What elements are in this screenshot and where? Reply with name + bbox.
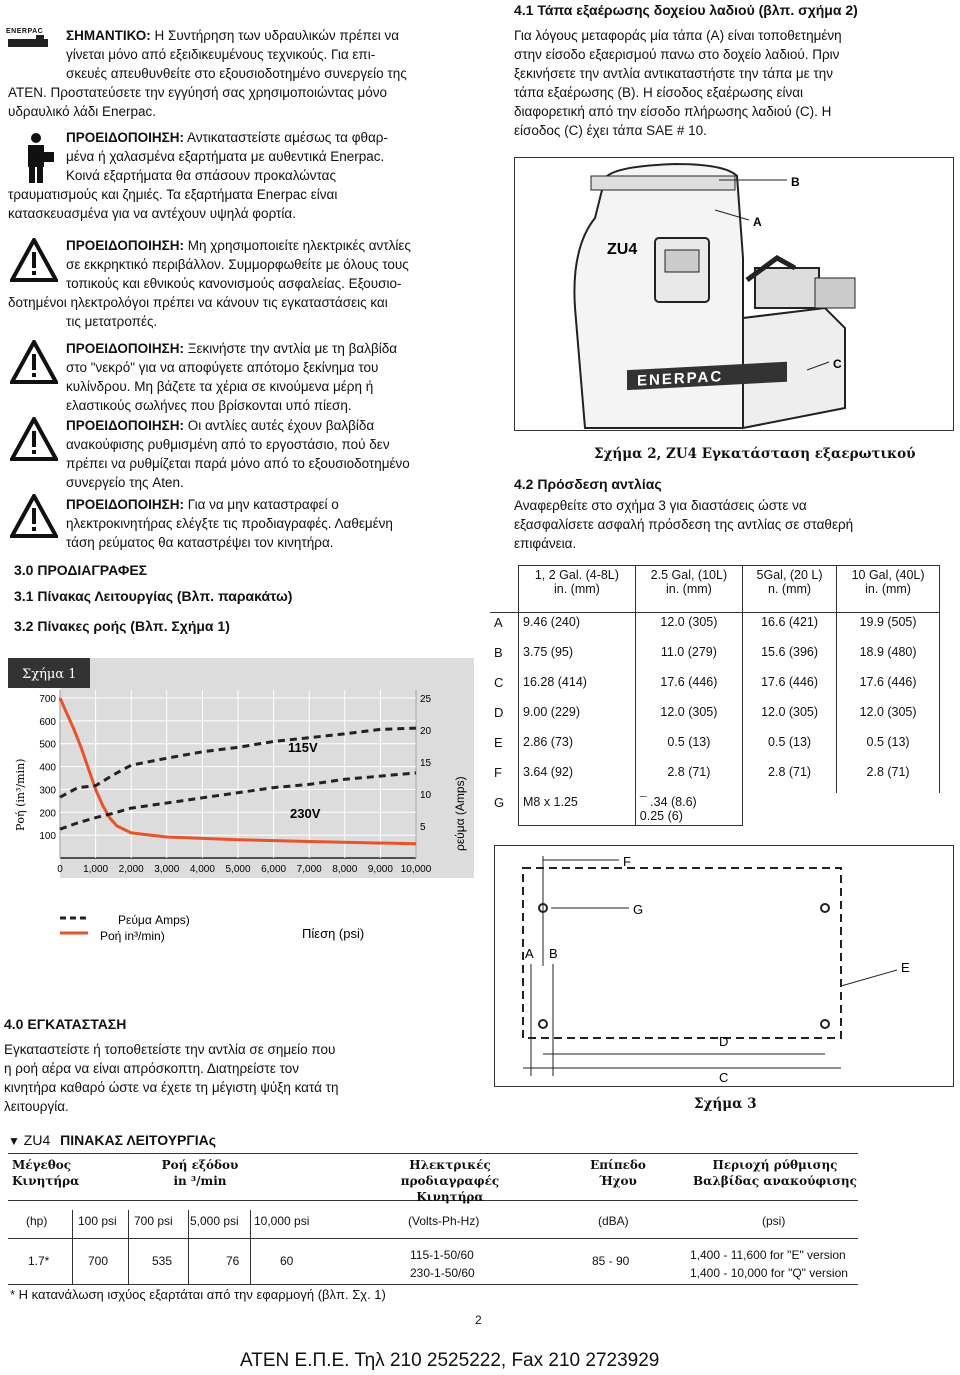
figure-2-caption: Σχήμα 2, ZU4 Εγκατάσταση εξαερωτικού <box>594 446 916 462</box>
val-flow-100: 700 <box>88 1254 109 1268</box>
section-3-2-heading: 3.2 Πίνακες ροής (Βλπ. Σχήμα 1) <box>14 618 230 634</box>
section-4-2-heading: 4.2 Πρόσδεση αντλίας <box>514 476 662 492</box>
dimensions-table: 1, 2 Gal. (4-8L) in. (mm) 2.5 Gal, (10L) in. (mm) 5Gal, (20 L) n. (mm) 10 Gal, (40L) in. (mm) A 9.46 (240) 12.0 (305) 16.6 (421) 19.9 (505) B 3.75 (95) 11.0 (279) 15.6 (396) 18.9 (480) C 16.28 (414) 17.6 (446) 17.6 (446) 17.6 (446) D 9.00 (229) 12.0 (305) 12.0 (305) 12.0 (305) E 2.86 (73) 0.5 (13) 0.5 (13) 0.5 (13) F 3.64 (92) 2.8 (71) 2.8 (71) 2.8 (71) G M8 x 1.25 ¯ .34 (8.6) 0.25 (6) <box>490 565 940 826</box>
y-tick-label: 500 <box>39 739 56 751</box>
pump-drawing <box>515 158 953 430</box>
table-row: B 3.75 (95) 11.0 (279) 15.6 (396) 18.9 (480) <box>490 643 940 673</box>
section-4-0-heading: 4.0 ΕΓΚΑΤΑΣΤΑΣΗ <box>4 1016 127 1032</box>
header-motor-size: Μέγεθος Κινητήρα <box>12 1158 80 1188</box>
x-tick-label: 4,000 <box>189 864 215 875</box>
y-tick-label: 100 <box>39 831 56 843</box>
fig3-label-g: G <box>633 902 644 917</box>
fig3-label-d: D <box>719 1034 729 1049</box>
fig2-label-b: B <box>791 175 800 189</box>
y2-tick-label: 10 <box>420 790 432 801</box>
val-flow-700: 535 <box>152 1254 173 1268</box>
unit-psi: (psi) <box>762 1214 786 1228</box>
y2-tick-label: 25 <box>420 694 432 705</box>
fig3-label-e: E <box>901 960 910 975</box>
enerpac-tank-brand: ENERPAC <box>637 368 724 390</box>
x-tick-label: 9,000 <box>367 864 393 875</box>
x-tick-label: 6,000 <box>261 864 287 875</box>
warning-voltage: ΠΡΟΕΙΔΟΠΟΙΗΣΗ: Για να μην καταστραφεί ο ηλεκτροκινητήρας ελέγξτε τις προδιαγραφές. Λαθεμένη τάση ρεύματος θα καταστρέψει τον κινητήρα. <box>66 497 393 550</box>
figure-1-flow-chart <box>4 656 500 976</box>
val-relief: 1,400 - 11,600 for "E" version 1,400 - 10,000 for "Q" version <box>690 1248 848 1280</box>
header-flow: Ροή εξόδου in ³/min <box>161 1158 239 1188</box>
unit-100psi: 100 psi <box>78 1214 117 1228</box>
y-axis-label: Ροή (in³/min) <box>14 758 27 831</box>
unit-hp: (hp) <box>26 1214 48 1228</box>
annotation-115v: 115V <box>288 740 318 755</box>
table-row: G M8 x 1.25 ¯ .34 (8.6) 0.25 (6) <box>490 793 940 826</box>
y-tick-label: 400 <box>39 762 56 774</box>
section-3-1-heading: 3.1 Πίνακας Λειτουργίας (Βλπ. παρακάτω) <box>14 588 293 604</box>
legend-flow-label: Ροή in³/min) <box>100 929 165 943</box>
figure-3-caption: Σχήμα 3 <box>694 1096 757 1112</box>
x-tick-label: 8,000 <box>332 864 358 875</box>
figure-2-frame <box>514 157 954 431</box>
table-row: F 3.64 (92) 2.8 (71) 2.8 (71) 2.8 (71) <box>490 763 940 793</box>
val-hp: 1.7* <box>28 1254 50 1268</box>
unit-700psi: 700 psi <box>134 1214 173 1228</box>
y-tick-label: 700 <box>39 694 56 705</box>
x-tick-label: 0 <box>57 864 63 875</box>
important-notice: ΣΗΜΑΝΤΙΚΟ: Η Συντήρηση των υδραυλικών πρέπει να γίνεται μόνο από εξειδικευμένους τεχνικούς. Για επι- σκευές απευθυνθείτε στο εξουσιοδοτημένο συνεργείο της ATEN. Προστατεύσετε την εγγύησή σας χρησιμοποιώντας μόνο υδραυλικό λάδι Enerpac. <box>8 28 407 119</box>
val-volts: 115-1-50/60 230-1-50/60 <box>410 1248 475 1280</box>
fig3-label-a: A <box>525 946 534 961</box>
x-axis-label: Πίεση (psi) <box>302 926 365 941</box>
x-tick-label: 7,000 <box>296 864 322 875</box>
table-row: D 9.00 (229) 12.0 (305) 12.0 (305) 12.0 (305) <box>490 703 940 733</box>
table-row: A 9.46 (240) 12.0 (305) 16.6 (421) 19.9 (505) <box>490 613 940 644</box>
y2-tick-label: 15 <box>420 758 432 769</box>
unit-volts: (Volts-Ph-Hz) <box>408 1214 480 1228</box>
section-4-2-body: Αναφερθείτε στο σχήμα 3 για διαστάσεις ώστε να εξασφαλίσετε ασφαλή πρόσδεση της αντλίας σε σταθερή επιφάνεια. <box>514 498 854 551</box>
unit-5000psi: 5,000 psi <box>190 1214 239 1228</box>
header-noise: Επίπεδο Ήχου <box>590 1158 646 1188</box>
section-4-1-body: Για λόγους μεταφοράς μία τάπα (A) είναι τοποθετημένη στην είσοδο εξαερισμού πανω στο δοχείο λαδιού. Πριν ξεκινήσετε την αντλία αντικαταστήστε την τάπα με την τάπα εξαέρωσης (B). Η είσοδος εξαέρωσης είναι διαφορετική από την είσοδο πλήρωσης λαδιού (C). Η είσοδος (C) έχει τάπα SAE # 10. <box>514 28 842 138</box>
enerpac-logo: ENERPAC <box>6 28 52 58</box>
warning-parts: ΠΡΟΕΙΔΟΠΟΙΗΣΗ: Αντικαταστείστε αμέσως τα φθαρ- μένα ή χαλασμένα εξαρτήματα με αυθεντικά Enerpac. Κοινά εξαρτήματα θα σπάσουν προκαλώντας τραυματισμούς και ζημιές. Τα εξαρτήματα Enerpac είναι κατασκευασμένα για να αντέχουν υψηλά φορτία. <box>8 130 388 221</box>
header-relief: Περιοχή ρύθμισης Βαλβίδας ανακούφισης <box>693 1158 857 1188</box>
fig2-label-a: A <box>753 215 762 229</box>
y-tick-label: 300 <box>39 785 56 797</box>
mounting-drawing <box>495 846 953 1086</box>
warning-explosive: ΠΡΟΕΙΔΟΠΟΙΗΣΗ: Μη χρησιμοποιείτε ηλεκτρικές αντλίες σε εκκρηκτικό περιβάλλον. Συμμορφωθείτε με όλους τους τοπικούς και εθνικούς κανονισμούς ασφαλείας. Εξουσιο- δοτημένοι ηλεκτρολόγοι πρέπει να κάνουν τις εγκαταστάσεις και τις μετατροπές. <box>8 238 411 329</box>
fig3-label-b: B <box>549 946 558 961</box>
val-flow-10000: 60 <box>280 1254 294 1268</box>
warning-relief-valve: ΠΡΟΕΙΔΟΠΟΙΗΣΗ: Οι αντλίες αυτές έχουν βαλβίδα ανακούφισης ρυθμισμένη από το εργοστάσιο, πού δεν πρέπει να ρυθμίζεται παρά μόνο από το εξουσιοδοτημένο συνεργείο της Aten. <box>66 418 410 490</box>
section-4-0-body: Εγκαταστείστε ή τοποθετείστε την αντλία σε σημείο που η ροή αέρα να είναι απρόσκοπτη. Διατηρείστε τον κινητήρα καθαρό ώστε να έχετε τη μέγιστη ψύξη κατά τη λειτουργία. <box>4 1042 339 1114</box>
y2-tick-label: 5 <box>420 822 426 833</box>
x-tick-label: 5,000 <box>225 864 251 875</box>
x-tick-label: 3,000 <box>154 864 180 875</box>
legend-current-label: Ρεύμα Amps) <box>118 913 190 927</box>
figure-3-frame <box>494 845 954 1087</box>
annotation-230v: 230V <box>290 806 321 821</box>
op-table-heading: ▼ ZU4 ΠΙΝΑΚΑΣ ΛΕΙΤΟΥΡΓΙΑς <box>8 1132 217 1148</box>
warning-startup: ΠΡΟΕΙΔΟΠΟΙΗΣΗ: Ξεκινήστε την αντλία με τη βαλβίδα στο "νεκρό" για να αποφύγετε απότομο ξεκίνημα του κυλίνδρου. Μη βάζετε τα χέρια σε κινούμενα μέρη ή ελαστικούς σωλήνες που βρίσκονται υπό πίεση. <box>66 341 398 413</box>
y2-axis-label: ρεύμα (Amps) <box>453 776 467 851</box>
val-dba: 85 - 90 <box>592 1254 630 1268</box>
table-row: E 2.86 (73) 0.5 (13) 0.5 (13) 0.5 (13) <box>490 733 940 763</box>
op-table-footnote: * Η κατανάλωση ισχύος εξαρτάται από την εφαρμογή (βλπ. Σχ. 1) <box>10 1287 386 1302</box>
y-tick-label: 600 <box>39 716 56 728</box>
fig3-label-c: C <box>719 1070 729 1085</box>
fig2-label-c: C <box>833 357 842 371</box>
x-tick-label: 2,000 <box>118 864 144 875</box>
fig3-label-f: F <box>623 854 631 869</box>
page-footer: ATEN Ε.Π.Ε. Τηλ 210 2525222, Fax 210 2723929 <box>240 1350 660 1371</box>
y2-tick-label: 20 <box>420 726 432 737</box>
y-tick-label: 200 <box>39 808 56 820</box>
table-row: C 16.28 (414) 17.6 (446) 17.6 (446) 17.6 (446) <box>490 673 940 703</box>
page-number: 2 <box>475 1313 482 1327</box>
unit-10000psi: 10,000 psi <box>254 1214 310 1228</box>
unit-dba: (dBA) <box>598 1214 629 1228</box>
section-4-1-heading: 4.1 Τάπα εξαέρωσης δοχείου λαδιού (βλπ. σχήμα 2) <box>514 2 858 18</box>
section-3-0-heading: 3.0 ΠΡΟΔΙΑΓΡΑΦΕΣ <box>14 562 148 578</box>
val-flow-5000: 76 <box>226 1254 240 1268</box>
model-badge: ZU4 <box>607 241 638 258</box>
chart-title: Σχήμα 1 <box>22 667 77 682</box>
x-tick-label: 10,000 <box>400 864 432 875</box>
header-electrical: Ηλεκτρικές προδιαγραφές Κινητήρα <box>400 1158 500 1204</box>
x-tick-label: 1,000 <box>83 864 109 875</box>
triangle-down-icon: ▼ <box>8 1134 20 1148</box>
